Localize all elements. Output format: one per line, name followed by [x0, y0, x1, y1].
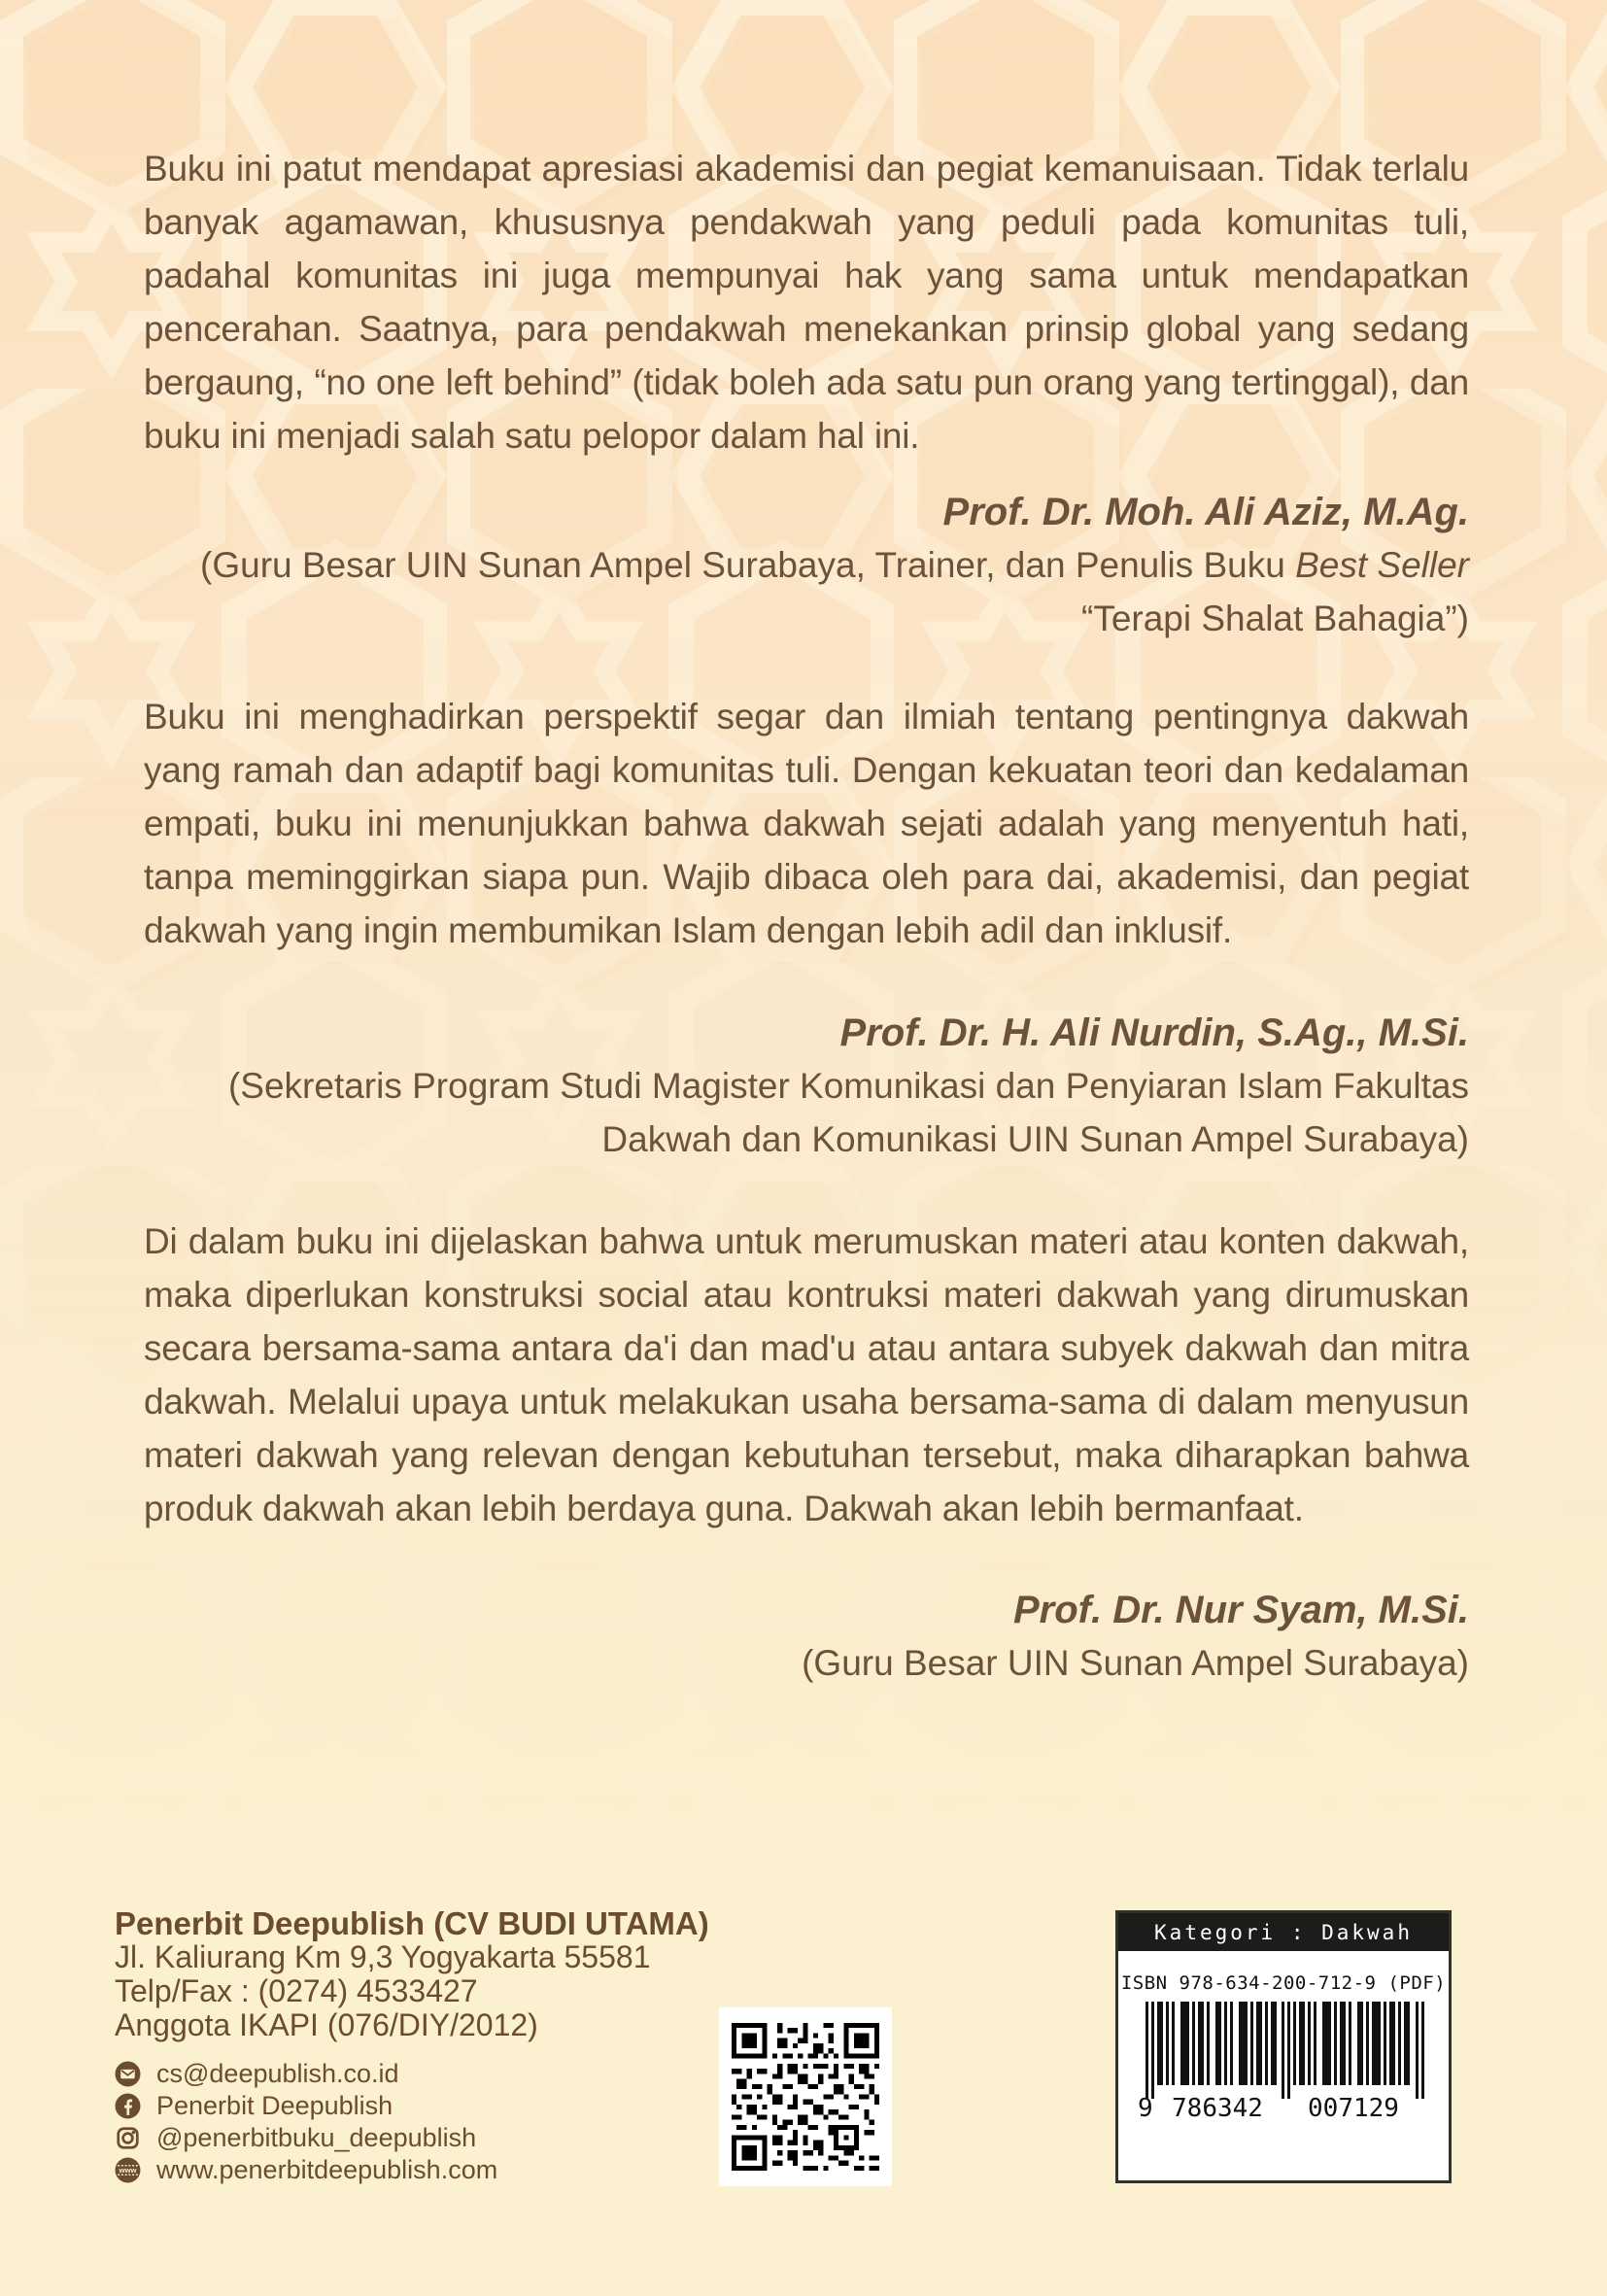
website-url: www.penerbitdeepublish.com: [156, 2155, 498, 2184]
facebook-handle: Penerbit Deepublish: [156, 2091, 393, 2120]
facebook-icon: [115, 2093, 141, 2119]
barcode-digit-group: 786342: [1172, 2094, 1263, 2120]
testimonial-attribution-2: [144, 1007, 1469, 1166]
testimonial-quote-1: Buku ini patut mendapat apresiasi akademisi dan pegiat kemanuisaan. Tidak terlalu banyak agamawan, khususnya pendakwah yang peduli pada komunitas tuli, padahal komunitas ini juga mempunyai hak yang sama untuk mendapatkan pencerahan. Saatnya, para pendakwah menekankan prinsip global yang sedang bergaung, “no one left behind” (tidak boleh ada satu pun orang yang tertinggal), dan buku ini menjadi salah satu pelopor dalam hal ini.: [144, 149, 1469, 456]
isbn-label: ISBN 978-634-200-712-9 (PDF): [1120, 1972, 1447, 1994]
contact-website: [115, 2154, 795, 2186]
publisher-name: Penerbit Deepublish (CV BUDI UTAMA): [115, 1905, 709, 1941]
globe-icon: [115, 2157, 141, 2183]
publisher-block: [115, 1906, 795, 2186]
barcode-digit-group: 007129: [1308, 2094, 1399, 2120]
publisher-contacts: [115, 2058, 795, 2186]
testimonial-attribution-1: [196, 486, 1469, 645]
isbn-barcode-panel: [1115, 1910, 1452, 2183]
testimonial-quote-3: Di dalam buku ini dijelaskan bahwa untuk merumuskan materi atau konten dakwah, maka diperlukan konstruksi social atau kontruksi materi dakwah yang dirumuskan secara bersama-sama antara da'i dan mad'u atau antara subyek dakwah dan mitra dakwah. Melalui upaya untuk melakukan usaha bersama-sama di dalam menyusun materi dakwah yang relevan dengan kebutuhan tersebut, maka diharapkan bahwa produk dakwah akan lebih berdaya guna. Dakwah akan lebih bermanfaat.: [144, 1221, 1469, 1528]
email-address: cs@deepublish.co.id: [156, 2059, 399, 2088]
publisher-phone: Telp/Fax : (0274) 4533427: [115, 1973, 478, 2008]
qr-code-pattern: [732, 2023, 879, 2171]
barcode: [1138, 2002, 1429, 2120]
instagram-icon: [115, 2125, 141, 2151]
category-badge: Kategori : Dakwah: [1118, 1913, 1449, 1951]
svg-text:www: www: [119, 2166, 137, 2176]
author-affiliation: (Guru Besar UIN Sunan Ampel Surabaya, Trainer, dan Penulis Buku Best Seller “Terapi Shalat Bahagia”): [200, 545, 1469, 638]
author-name: Prof. Dr. Nur Syam, M.Si.: [1012, 1589, 1469, 1631]
publisher-membership: Anggota IKAPI (076/DIY/2012): [115, 2007, 538, 2042]
testimonial-attribution-3: [144, 1584, 1469, 1690]
publisher-address: Jl. Kaliurang Km 9,3 Yogyakarta 55581: [115, 1939, 651, 1974]
qr-code: [719, 2007, 892, 2186]
instagram-handle: @penerbitbuku_deepublish: [156, 2123, 477, 2152]
contact-email: [115, 2058, 795, 2090]
barcode-digit-group: 9: [1138, 2094, 1153, 2120]
author-name: Prof. Dr. Moh. Ali Aziz, M.Ag.: [942, 491, 1469, 533]
contact-instagram: [115, 2122, 795, 2154]
contact-facebook: [115, 2090, 795, 2122]
author-name: Prof. Dr. H. Ali Nurdin, S.Ag., M.Si.: [839, 1011, 1469, 1054]
author-affiliation: (Sekretaris Program Studi Magister Komunikasi dan Penyiaran Islam Fakultas Dakwah dan Komunikasi UIN Sunan Ampel Surabaya): [227, 1066, 1469, 1159]
testimonial-quote-2: Buku ini menghadirkan perspektif segar dan ilmiah tentang pentingnya dakwah yang ramah dan adaptif bagi komunitas tuli. Dengan kekuatan teori dan kedalaman empati, buku ini menunjukkan bahwa dakwah sejati adalah yang menyentuh hati, tanpa meminggirkan siapa pun. Wajib dibaca oleh para dai, akademisi, dan pegiat dakwah yang ingin membumikan Islam dengan lebih adil dan inklusif.: [144, 697, 1469, 950]
email-icon: [115, 2061, 141, 2087]
author-affiliation: (Guru Besar UIN Sunan Ampel Surabaya): [802, 1643, 1469, 1683]
